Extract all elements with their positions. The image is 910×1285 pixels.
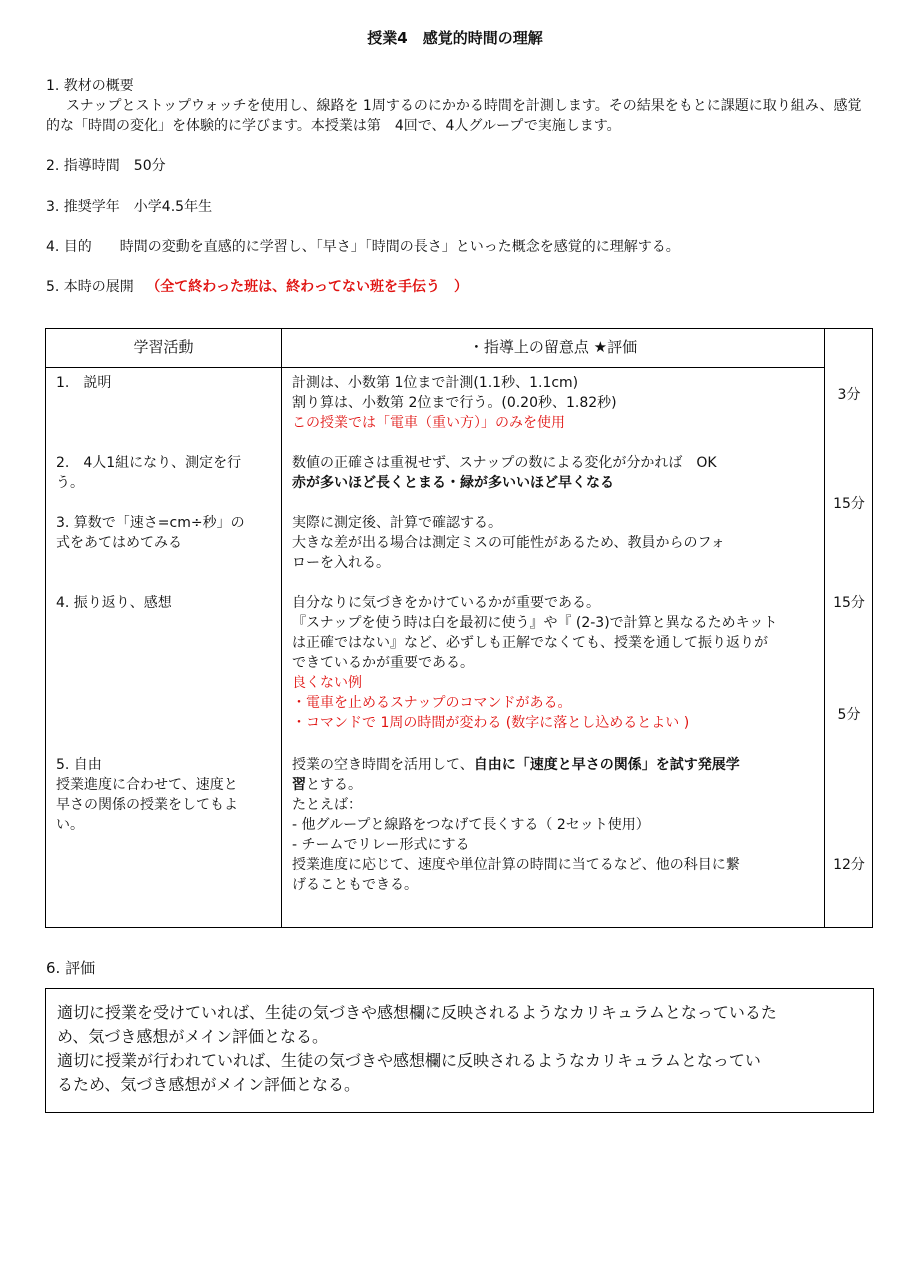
lesson-flow-heading <box>46 277 866 297</box>
evaluation-heading: 6. 評価 <box>46 959 96 977</box>
lesson-table <box>45 328 873 928</box>
time-4: 5分 <box>837 707 861 723</box>
col-divider-1 <box>281 329 282 927</box>
notes-3: 実際に測定後、計算で確認する。 大きな差が出る場合は測定ミスの可能性があるため、教員からのフォ ローを入れる。 <box>292 515 725 571</box>
col-divider-2 <box>824 329 825 927</box>
activity-2: 2. 4人1組になり、測定を行 う。 <box>56 455 242 491</box>
activity-4: 4. 振り返り、感想 <box>56 595 172 611</box>
page-title: 授業4 感覚的時間の理解 <box>367 29 543 47</box>
notes-1: 計測は、小数第 1位まで計測(1.1秒、1.1cm) 割り算は、小数第 2位まで行う。(0.20秒、1.82秒) この授業では「電車（重い方）」のみを使用 <box>292 375 617 431</box>
overview-heading: 1. 教材の概要 <box>46 78 134 94</box>
time-2: 15分 <box>833 496 865 512</box>
header-notes: ・指導上の留意点 ★評価 <box>468 338 638 356</box>
evaluation-box: 適切に授業を受けていれば、生徒の気づきや感想欄に反映されるようなカリキュラムとなっているた め、気づき感想がメイン評価となる。 適切に授業が行われていれば、生徒の気づきや感想欄に反映されるようなカリキュラムとなってい るため、気づき感想がメイン評価となる。 <box>45 988 874 1113</box>
notes-5: 授業の空き時間を活用して、自由に「速度と早さの関係」を試す発展学 習とする。 たとえば： - 他グループと線路をつなげて長くする（ 2セット使用） - チームでリレー形式にする 授業進度に応じて、速度や単位計算の時間に当てるなど、他の科目に繋 げることもできる。 <box>292 757 740 893</box>
lesson-flow-note: （全て終わった班は、終わってない班を手伝う ） <box>146 279 468 295</box>
activity-5: 5. 自由 授業進度に合わせて、速度と 早さの関係の授業をしてもよ い。 <box>56 757 238 833</box>
notes-4: 自分なりに気づきをかけているかが重要である。 『スナップを使う時は白を最初に使う』や『 (2-3)で計算と異なるためキット は正確ではない』など、必ずしも正解でなくても、授業を通して振り返りが できているかが重要である。 良くない例 ・電車を止めるスナップのコマンドがある。 ・コマンドで 1周の時間が変わる (数字に落とし込めるとよい ) <box>292 595 778 731</box>
header-activity: 学習活動 <box>133 338 194 356</box>
lesson-flow-label: 5. 本時の展開 <box>46 279 134 295</box>
time-1: 3分 <box>837 387 861 403</box>
activity-3: 3. 算数で「速さ=cm÷秒」の 式をあてはめてみる <box>56 515 245 551</box>
guidance-time: 2. 指導時間 50分 <box>46 158 166 174</box>
overview-text: スナップとストップウォッチを使用し、線路を 1周するのにかかる時間を計測します。その結果をもとに課題に取り組み、感覚的な「時間の変化」を体験的に学びます。本授業は第 4回で、4人グループで実施します。 <box>46 98 862 134</box>
activity-1: 1. 説明 <box>56 375 112 391</box>
notes-2: 数値の正確さは重視せず、スナップの数による変化が分かれば OK 赤が多いほど長くとまる・緑が多いいほど早くなる <box>292 455 717 491</box>
time-3: 15分 <box>833 595 865 611</box>
recommended-grade: 3. 推奨学年 小学4.5年生 <box>46 199 213 215</box>
time-5: 12分 <box>833 857 865 873</box>
purpose: 4. 目的 時間の変動を直感的に学習し、「早さ」「時間の長さ」といった概念を感覚的に理解する。 <box>46 239 680 255</box>
header-divider <box>46 367 825 368</box>
